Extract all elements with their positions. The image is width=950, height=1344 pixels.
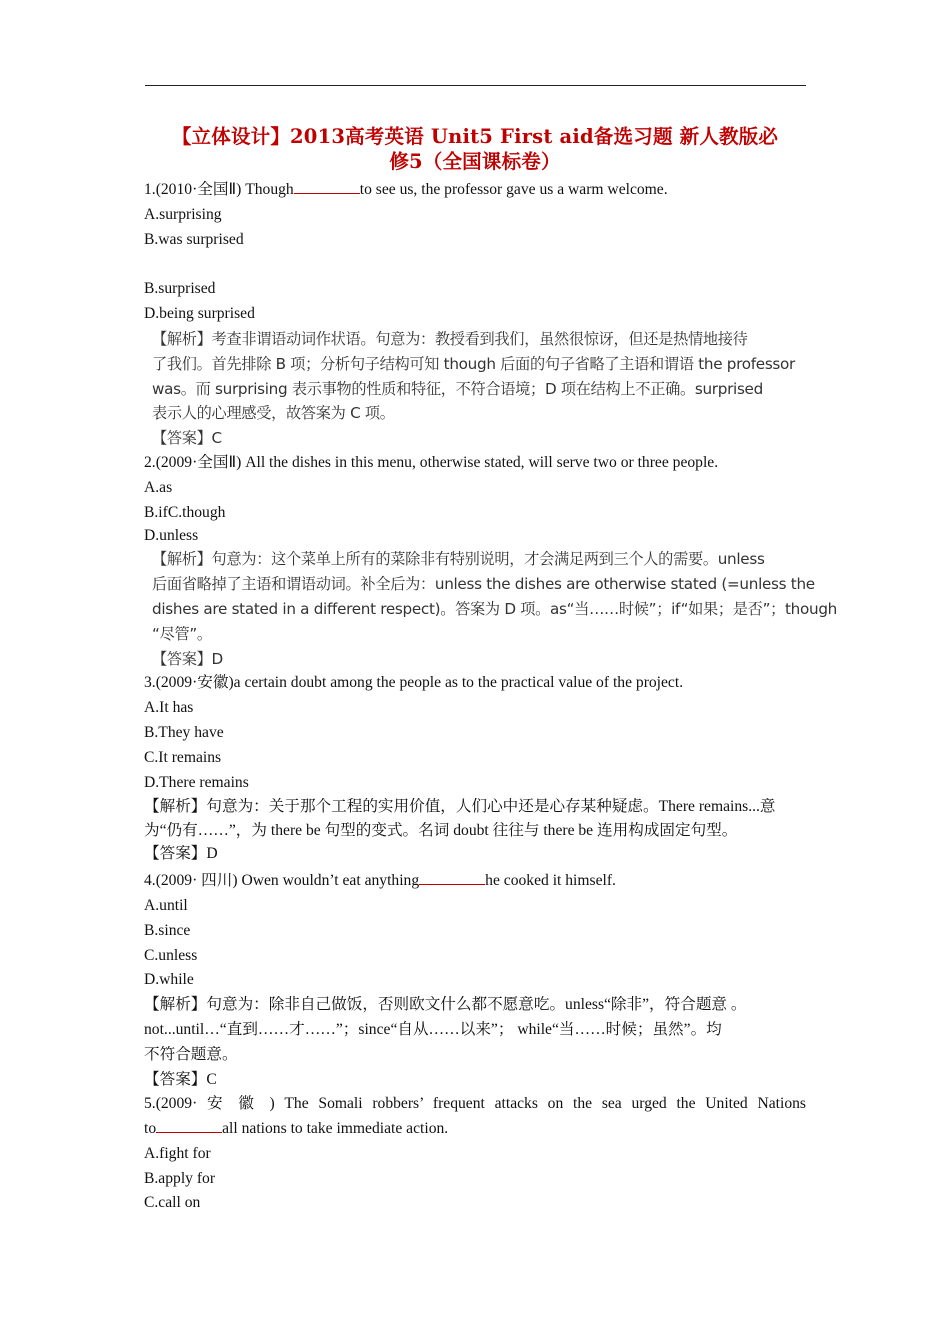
question-3-stem: 3.(2009·安徽)a certain doubt among the people as to the practical value of the project. [144, 674, 684, 692]
option: A.until [144, 896, 188, 914]
document-page [144, 124, 837, 1216]
option: D.unless [144, 527, 199, 545]
analysis-line: not...until…“直到……才……”；since“自从……以来”； while“当……时候；虽然”。均 [144, 1020, 722, 1038]
answer-line: 【答案】D [144, 845, 218, 863]
option: A.as [144, 478, 173, 496]
option: B.since [144, 921, 191, 939]
option: B.They have [144, 723, 224, 741]
option: A.fight for [144, 1144, 211, 1162]
blank-line [144, 252, 806, 277]
analysis-line: was。而 surprising 表示事物的性质和特征，不符合语境；D 项在结构上不正确。surprised [152, 379, 763, 398]
analysis-line: 表示人的心理感受，故答案为 C 项。 [152, 404, 395, 423]
option: A.It has [144, 699, 194, 717]
option: C.It remains [144, 748, 222, 766]
option: C.unless [144, 946, 198, 964]
analysis-line: 【解析】句意为：这个菜单上所有的菜除非有特别说明，才会满足两到三个人的需要。unless [152, 550, 765, 569]
option: B.was surprised [144, 230, 244, 248]
title-line-1: 【立体设计】2013高考英语 Unit5 First aid备选习题 新人教版必 [171, 125, 779, 148]
analysis-line: dishes are stated in a different respect)。答案为 D 项。as“当……时候”；if“如果；是否”；though [152, 599, 837, 618]
option: C.call on [144, 1194, 201, 1212]
question-4-stem: 4.(2009· 四川) Owen wouldn’t eat anything he cooked it himself. [144, 872, 616, 890]
option: B.ifC.though [144, 503, 226, 521]
header-rule [145, 85, 806, 86]
analysis-line: 了我们。首先排除 B 项；分析句子结构可知 though 后面的句子省略了主语和谓语 the professor [152, 354, 795, 373]
analysis-line: “尽管”。 [152, 624, 212, 643]
answer-line: 【答案】C [152, 429, 222, 448]
document-title [144, 124, 806, 174]
analysis-line: 【解析】句意为：关于那个工程的实用价值，人们心中还是心存某种疑虑。There remains...意 [144, 798, 776, 816]
question-1-stem: 1.(2010·全国Ⅱ) Though to see us, the professor gave us a warm welcome. [144, 181, 668, 198]
question-2-stem: 2.(2009·全国Ⅱ) All the dishes in this menu, otherwise stated, will serve two or three people. [144, 453, 719, 471]
answer-blank [294, 179, 360, 194]
option: B.apply for [144, 1169, 216, 1187]
option: B.surprised [144, 280, 216, 298]
analysis-line: 后面省略掉了主语和谓语动词。补全后为：unless the dishes are otherwise stated (=unless the [152, 575, 815, 594]
analysis-line: 【解析】句意为：除非自己做饭，否则欧文什么都不愿意吃。unless“除非”，符合题意 。 [144, 996, 747, 1014]
analysis-line: 为“仍有……”，为 there be 句型的变式。名词 doubt 往往与 there be 连用构成固定句型。 [144, 822, 738, 840]
answer-blank [156, 1118, 222, 1133]
option: D.being surprised [144, 305, 255, 323]
title-line-2: 修5（全国课标卷） [389, 150, 561, 173]
question-5-stem-cont: to all nations to take immediate action. [144, 1120, 449, 1138]
answer-line: 【答案】C [144, 1070, 217, 1088]
analysis-line: 【解析】考查非谓语动词作状语。句意为：教授看到我们，虽然很惊讶，但还是热情地接待 [152, 329, 748, 348]
answer-blank [419, 870, 485, 885]
question-5-stem: 5.(2009· 安 徽 ) The Somali robbers’ frequent attacks on the sea urged the United Nations [144, 1095, 806, 1113]
option: D.while [144, 971, 194, 989]
option: D.There remains [144, 773, 249, 791]
analysis-line: 不符合题意。 [144, 1045, 238, 1063]
answer-line: 【答案】D [152, 649, 223, 668]
option: A.surprising [144, 205, 222, 223]
